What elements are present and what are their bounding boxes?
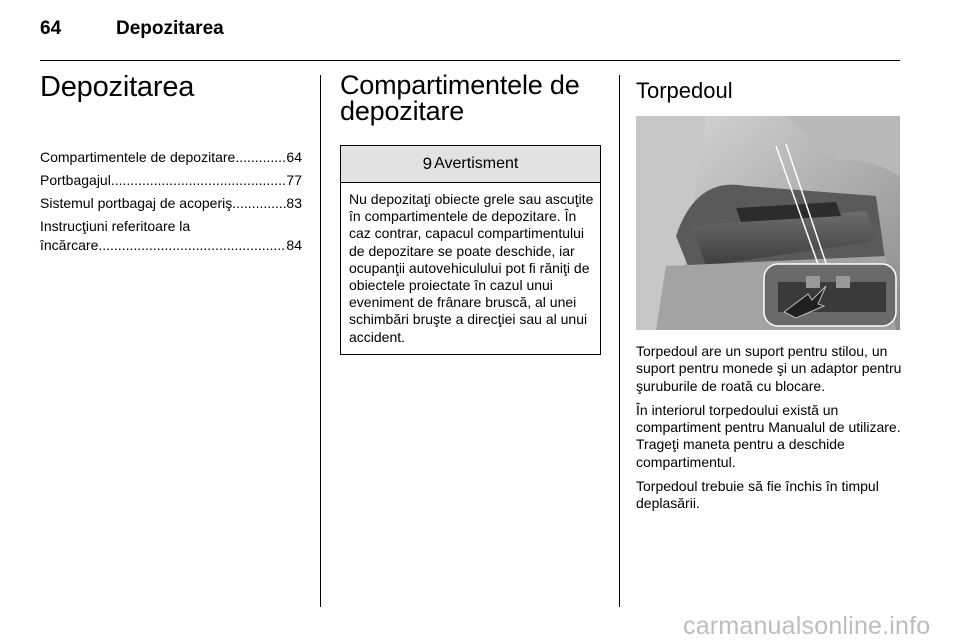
column-storage [340, 72, 602, 355]
warning-box [340, 145, 601, 355]
section-title-line2: depozitare [340, 96, 465, 126]
toc-leader-dots [111, 171, 287, 190]
toc-entry-text[interactable]: Sistemul portbagaj de acoperiş [40, 195, 233, 211]
warning-header [341, 146, 600, 183]
table-of-contents [40, 148, 302, 255]
column-glovebox [636, 72, 902, 520]
section-title-line1: Compartimentele de [340, 70, 580, 100]
header-title: Depozitarea [116, 18, 224, 39]
toc-leader-dots [232, 194, 286, 213]
toc-entry[interactable] [40, 148, 302, 167]
toc-entry-text[interactable]: încărcare [40, 237, 99, 253]
warning-icon: 9 [422, 154, 433, 173]
toc-entry[interactable] [40, 217, 302, 255]
warning-text: Nu depozitaţi obiecte grele sau ascuţite în compartimentele de depozitare. În caz contrar, capacul compartimentului de depozitare se poate deschide, iar ocupanţii autovehiculului pot fi răniţi de obiectele proiectate în cazul unui eveniment de frânare bruscă, al unei schimbări bruşte a direcţiei sau al unui accident. [349, 191, 594, 345]
toc-entry-page[interactable]: 77 [286, 172, 302, 188]
toc-leader-dots [98, 236, 286, 255]
column-divider [320, 75, 321, 607]
toc-entry[interactable] [40, 194, 302, 213]
toc-entry-text-line1[interactable]: Instrucţiuni referitoare la [40, 218, 191, 234]
paragraph: Torpedoul are un suport pentru stilou, un suport pentru monede şi un adaptor pentru şuruburile de roată cu blocare. [636, 343, 902, 394]
column-toc [40, 72, 302, 259]
toc-entry-page[interactable]: 84 [286, 237, 302, 253]
chapter-title: Depozitarea [40, 71, 195, 103]
header-rule [40, 60, 900, 61]
page-number: 64 [40, 18, 62, 39]
subsection-title: Torpedoul [636, 78, 733, 103]
toc-entry-page[interactable]: 64 [286, 149, 302, 165]
watermark: carmanualsonline.info [683, 612, 931, 640]
toc-entry-page[interactable]: 83 [286, 195, 302, 211]
paragraph: În interiorul torpedoului există un compartiment pentru Manualul de utilizare. Trageţi maneta pentru a deschide compartimentul. [636, 401, 901, 470]
toc-entry[interactable] [40, 171, 302, 190]
glovebox-description [636, 343, 902, 513]
section-title [340, 72, 602, 124]
toc-entry-text[interactable]: Compartimentele de depozitare [40, 149, 236, 165]
column-divider [619, 75, 620, 607]
warning-heading: Avertisment [434, 155, 519, 172]
glovebox-photo [636, 116, 900, 330]
toc-leader-dots [235, 148, 286, 167]
paragraph: Torpedoul trebuie să fie închis în timpul deplasării. [636, 478, 879, 512]
toc-entry-text[interactable]: Portbagajul [40, 172, 111, 188]
